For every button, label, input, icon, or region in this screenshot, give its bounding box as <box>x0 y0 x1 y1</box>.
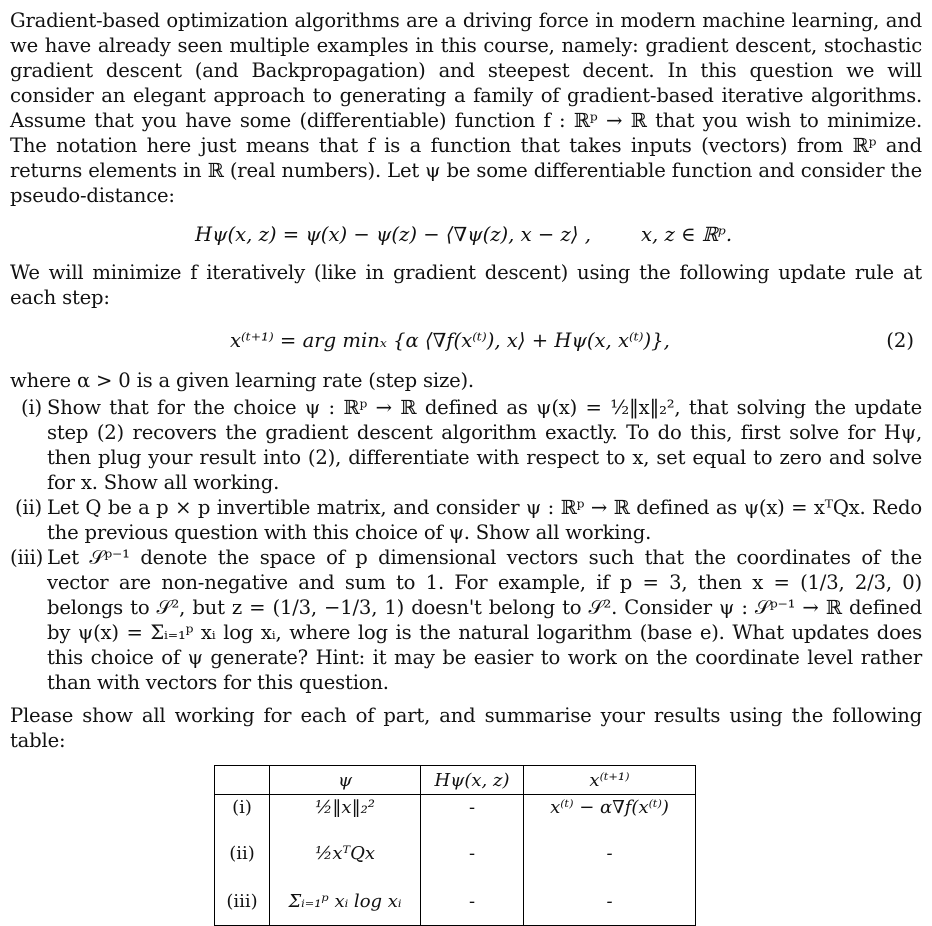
table-header-cell <box>215 766 270 795</box>
pseudo-distance-equation <box>10 214 922 254</box>
question-part <box>10 395 922 495</box>
table-header-cell: Hψ(x, z) <box>421 766 524 795</box>
pseudo-distance-condition: x, z ∈ ℝᵖ. <box>640 222 733 246</box>
update-rule-formula: x⁽ᵗ⁺¹⁾ = arg minₓ {α ⟨∇f(x⁽ᵗ⁾), x⟩ + Hψ(x, x⁽ᵗ⁾)}, <box>230 328 670 352</box>
part-label: (iii) <box>10 546 44 569</box>
table-header-cell: ψ <box>270 766 421 795</box>
table-row <box>215 877 696 926</box>
pseudo-distance-formula: Hψ(x, z) = ψ(x) − ψ(z) − ⟨∇ψ(z), x − z⟩ , <box>195 222 591 246</box>
table-cell: ½‖x‖₂² <box>270 795 421 830</box>
equation-number: (2) <box>886 328 914 352</box>
part-label: (i) <box>21 396 42 419</box>
part-text: Let 𝒮ᵖ⁻¹ denote the space of p dimensional vectors such that the coordinates of the vector are non-negative and sum to 1. For example, if p = 3, then x = (1/3, 2/3, 0) belongs to 𝒮², but z = (1/3, −1/3, 1) doesn't belong to 𝒮². Consider ψ : 𝒮ᵖ⁻¹ → ℝ defined by ψ(x) = Σᵢ₌₁ᵖ xᵢ log xᵢ, where log is the natural logarithm (base e). What updates does this choice of ψ generate? Hint: it may be easier to work on the coordinate level rather than with vectors for this question. <box>47 546 922 694</box>
update-rule-equation <box>10 320 922 360</box>
part-text: Show that for the choice ψ : ℝᵖ → ℝ defined as ψ(x) = ½‖x‖₂², that solving the update step (2) recovers the gradient descent algorithm exactly. To do this, first solve for Hψ, then plug your result into (2), differentiate with respect to x, set equal to zero and solve for x. Show all working. <box>47 396 922 494</box>
part-label: (ii) <box>14 496 42 519</box>
question-part <box>10 495 922 545</box>
table-cell: x⁽ᵗ⁾ − α∇f(x⁽ᵗ⁾) <box>524 795 696 830</box>
learning-rate-note: where α > 0 is a given learning rate (step size). <box>10 369 474 392</box>
table-row <box>215 829 696 877</box>
table-cell: (iii) <box>215 877 270 926</box>
table-cell: Σᵢ₌₁ᵖ xᵢ log xᵢ <box>270 877 421 926</box>
table-header-cell: x⁽ᵗ⁺¹⁾ <box>524 766 696 795</box>
table-cell: - <box>421 795 524 830</box>
table-cell: - <box>524 877 696 926</box>
update-rule-intro: We will minimize f iteratively (like in gradient descent) using the following update rule at each step: <box>10 261 922 309</box>
table-cell: - <box>421 829 524 877</box>
table-cell: ½xᵀQx <box>270 829 421 877</box>
table-header-row <box>215 766 696 795</box>
summary-table <box>214 765 696 926</box>
table-cell: - <box>524 829 696 877</box>
table-cell: (ii) <box>215 829 270 877</box>
summary-instruction: Please show all working for each of part, and summarise your results using the following table: <box>10 704 922 752</box>
table-cell: - <box>421 877 524 926</box>
table-cell: (i) <box>215 795 270 830</box>
question-part <box>10 545 922 695</box>
table-row <box>215 795 696 830</box>
part-text: Let Q be a p × p invertible matrix, and consider ψ : ℝᵖ → ℝ defined as ψ(x) = xᵀQx. Redo the previous question with this choice of ψ. Show all working. <box>47 496 922 544</box>
intro-paragraph: Gradient-based optimization algorithms are a driving force in modern machine learning, and we have already seen multiple examples in this course, namely: gradient descent, stochastic gradient descent (and Backpropagation) and steepest decent. In this question we will consider an elegant approach to generating a family of gradient-based iterative algorithms. Assume that you have some (differentiable) function f : ℝᵖ → ℝ that you wish to minimize. The notation here just means that f is a function that takes inputs (vectors) from ℝᵖ and returns elements in ℝ (real numbers). Let ψ be some differentiable function and consider the pseudo-distance: <box>10 9 922 207</box>
question-parts <box>10 395 922 695</box>
